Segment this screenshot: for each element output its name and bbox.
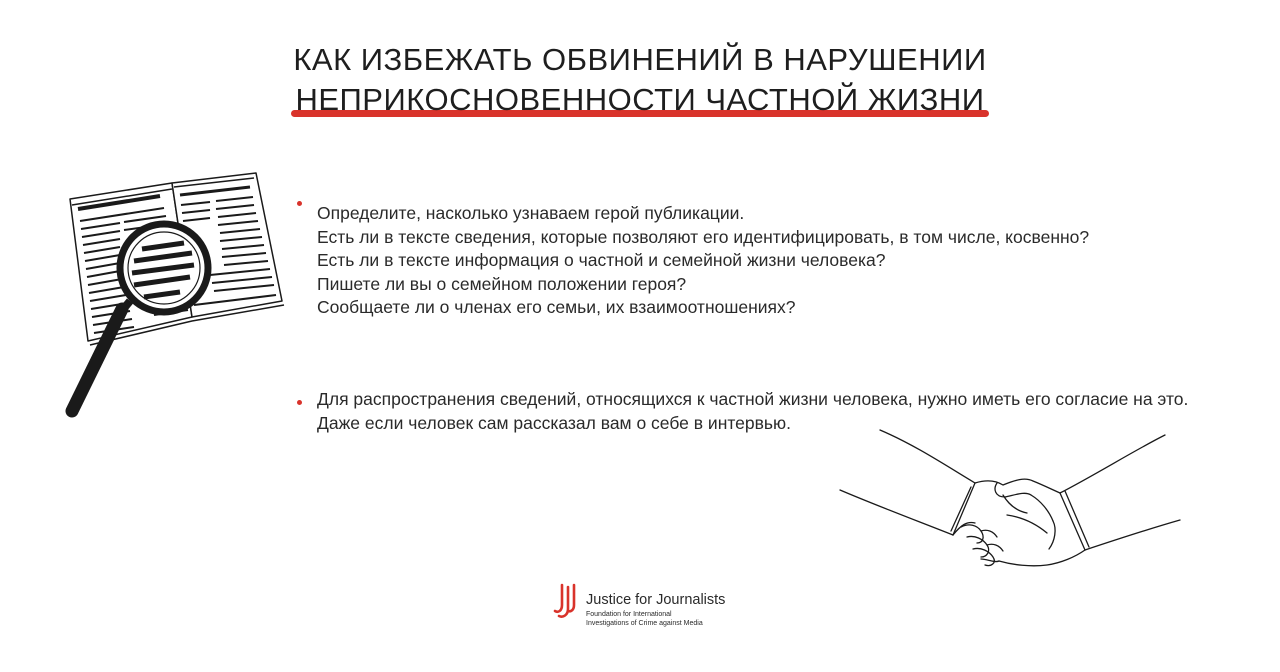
- bullet-line: Есть ли в тексте информация о частной и семейной жизни человека?: [317, 250, 886, 270]
- logo-subtitle: [586, 610, 703, 628]
- jfj-logo-icon: [553, 583, 579, 619]
- bullet-line: Пишете ли вы о семейном положении героя?: [317, 273, 687, 294]
- handshake-icon: [835, 425, 1185, 575]
- title-line-2: [295, 80, 984, 120]
- bullet-line: Сообщаете ли о членах его семьи, их взаимоотношениях?: [317, 297, 796, 317]
- bullet-line: Даже если человек сам рассказал вам о себе в интервью.: [317, 412, 792, 433]
- magnifier-over-newspaper-icon: [60, 165, 290, 427]
- bullet-marker: [297, 400, 302, 405]
- bullet-point-identification: [317, 202, 1089, 320]
- bullet-line: Есть ли в тексте сведения, которые позволяют его идентифицировать, в том числе, косвенно?: [317, 226, 1090, 247]
- logo-subtitle-line: Investigations of Crime against Media: [586, 620, 703, 627]
- title-line-2-text: НЕПРИКОСНОВЕННОСТИ ЧАСТНОЙ ЖИЗНИ: [295, 82, 985, 117]
- bullet-line: Определите, насколько узнаваем герой публикации.: [317, 203, 745, 223]
- bullet-marker: [297, 201, 302, 206]
- bullet-line: Для распространения сведений, относящихся к частной жизни человека, нужно иметь его согласие на это.: [317, 389, 1189, 409]
- logo-name: Justice for Journalists: [586, 592, 726, 608]
- footer-logo: [553, 583, 753, 631]
- title-line-1: КАК ИЗБЕЖАТЬ ОБВИНЕНИЙ В НАРУШЕНИИ: [293, 42, 987, 77]
- page-title: [0, 40, 1280, 120]
- logo-subtitle-line: Foundation for International: [586, 611, 672, 618]
